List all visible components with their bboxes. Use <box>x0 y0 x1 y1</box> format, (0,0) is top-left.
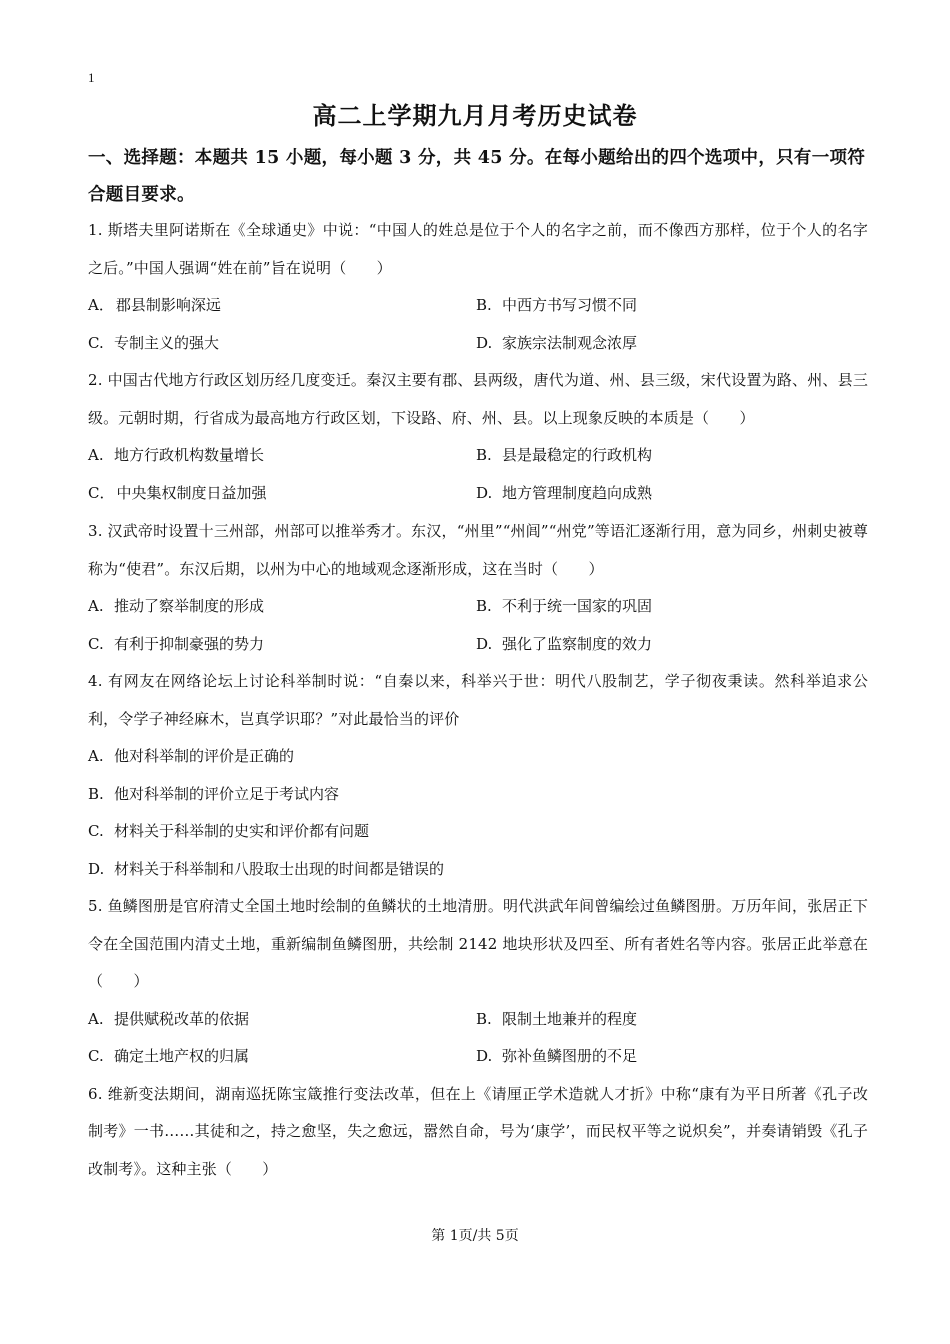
option-text: 确定土地产权的归属 <box>114 1047 250 1065</box>
page-footer: 第 1页/共 5页 <box>431 1228 519 1244</box>
question-2 <box>88 362 868 512</box>
option-letter: A. <box>88 446 104 464</box>
option-d <box>476 475 868 513</box>
question-stem: 5. 鱼鳞图册是官府清丈全国土地时绘制的鱼鳞状的土地清册。明代洪武年间曾编绘过鱼鳞图册。万历年间，张居正下令在全国范围内清丈土地，重新编制鱼鳞图册，共绘制 2142 地块形状及四至、所有者姓名等内容。张居正此举意在（ ） <box>88 897 868 990</box>
option-letter: D. <box>476 333 493 352</box>
option-d <box>476 626 868 664</box>
options-grid <box>88 437 868 512</box>
option-text: 家族宗法制观念浓厚 <box>502 333 638 352</box>
question-stem: 4. 有网友在网络论坛上讨论科举制时说：“自秦以来，科举兴于世：明代八股制艺，学子彻夜秉读。然科举追求公利，令学子神经麻木，岂真学识耶？”对此最恰当的评价 <box>88 672 868 728</box>
option-letter: C. <box>88 634 104 653</box>
options-list <box>88 738 868 888</box>
option-letter: C． <box>88 483 115 502</box>
option-c <box>88 1038 476 1076</box>
option-d <box>88 851 868 889</box>
question-4 <box>88 663 868 888</box>
option-b <box>476 588 868 626</box>
option-text: 县是最稳定的行政机构 <box>502 446 653 464</box>
option-letter: C. <box>88 822 104 840</box>
option-b <box>476 287 868 325</box>
option-a <box>88 588 476 626</box>
question-stem: 1. 斯塔夫里阿诺斯在《全球通史》中说：“中国人的姓总是位于个人的名字之前，而不像西方那样，位于个人的名字之后。”中国人强调“姓在前”旨在说明（ ） <box>88 221 868 277</box>
question-list <box>88 212 868 1188</box>
option-a <box>88 1001 476 1039</box>
option-letter: C. <box>88 1047 104 1065</box>
question-6 <box>88 1076 868 1189</box>
option-letter: A. <box>88 1009 104 1028</box>
option-c <box>88 325 476 363</box>
option-text: 地方行政机构数量增长 <box>114 446 265 464</box>
option-text: 不利于统一国家的巩固 <box>502 597 653 615</box>
option-letter: B. <box>476 296 492 314</box>
option-letter: D. <box>476 1047 493 1065</box>
option-letter: B. <box>476 597 492 615</box>
option-a <box>88 738 868 776</box>
option-text: 他对科举制的评价立足于考试内容 <box>114 784 340 803</box>
option-letter: D. <box>476 634 493 653</box>
question-stem: 2. 中国古代地方行政区划历经几度变迁。秦汉主要有郡、县两级，唐代为道、州、县三级，宋代设置为路、州、县三级。元朝时期，行省成为最高地方行政区划，下设路、府、州、县。以上现象反映的本质是（ ） <box>88 371 868 427</box>
option-b <box>476 1001 868 1039</box>
option-text: 中央集权制度日益加强 <box>116 483 267 502</box>
option-d <box>476 1038 868 1076</box>
option-a <box>88 287 476 325</box>
question-3 <box>88 512 868 663</box>
option-text: 提供赋税改革的依据 <box>114 1009 250 1028</box>
option-text: 材料关于科举制和八股取士出现的时间都是错误的 <box>114 859 445 878</box>
option-letter: A. <box>88 597 104 615</box>
option-letter: A. <box>88 747 104 765</box>
option-text: 弥补鱼鳞图册的不足 <box>502 1047 638 1065</box>
option-text: 强化了监察制度的效力 <box>502 634 653 653</box>
option-text: 限制土地兼并的程度 <box>502 1009 638 1028</box>
option-letter: A． <box>88 296 114 314</box>
option-letter: B. <box>476 446 492 464</box>
options-grid <box>88 1001 868 1076</box>
question-stem: 6. 维新变法期间，湖南巡抚陈宝箴推行变法改革，但在上《请厘正学术造就人才折》中称“康有为平日所著《孔子改制考》一书……其徒和之，持之愈坚，失之愈远，嚣然自命，号为‘康学’，而民权平等之说炽矣”，并奏请销毁《孔子改制考》。这种主张（ ） <box>88 1084 868 1178</box>
option-text: 地方管理制度趋向成熟 <box>502 483 653 502</box>
option-d <box>476 325 868 363</box>
options-grid <box>88 287 868 362</box>
option-text: 郡县制影响深远 <box>115 296 221 314</box>
option-text: 材料关于科举制的史实和评价都有问题 <box>114 822 370 840</box>
question-1 <box>88 212 868 362</box>
option-letter: C. <box>88 333 104 352</box>
option-b <box>476 437 868 475</box>
page-title: 高二上学期九月月考历史试卷 <box>312 101 638 130</box>
option-letter: D. <box>476 483 493 502</box>
page-marker: 1 <box>88 70 95 85</box>
option-letter: B. <box>88 784 104 803</box>
option-c <box>88 475 476 513</box>
option-c <box>88 626 476 664</box>
option-text: 中西方书写习惯不同 <box>502 296 638 314</box>
option-c <box>88 813 868 851</box>
option-text: 有利于抑制豪强的势力 <box>114 634 265 653</box>
question-5 <box>88 888 868 1076</box>
options-grid <box>88 588 868 663</box>
section-heading: 一、选择题：本题共 15 小题，每小题 3 分，共 45 分。在每小题给出的四个选项中，只有一项符合题目要求。 <box>88 148 866 205</box>
option-b <box>88 776 868 814</box>
option-text: 专制主义的强大 <box>114 333 220 352</box>
option-a <box>88 437 476 475</box>
option-letter: B. <box>476 1009 492 1028</box>
option-text: 他对科举制的评价是正确的 <box>114 747 295 765</box>
option-letter: D. <box>88 859 105 878</box>
question-stem: 3. 汉武帝时设置十三州部，州部可以推举秀才。东汉，“州里”“州闾”“州党”等语汇逐渐行用，意为同乡，州刺史被尊称为“使君”。东汉后期，以州为中心的地域观念逐渐形成，这在当时（ ） <box>88 522 868 578</box>
option-text: 推动了察举制度的形成 <box>114 597 265 615</box>
